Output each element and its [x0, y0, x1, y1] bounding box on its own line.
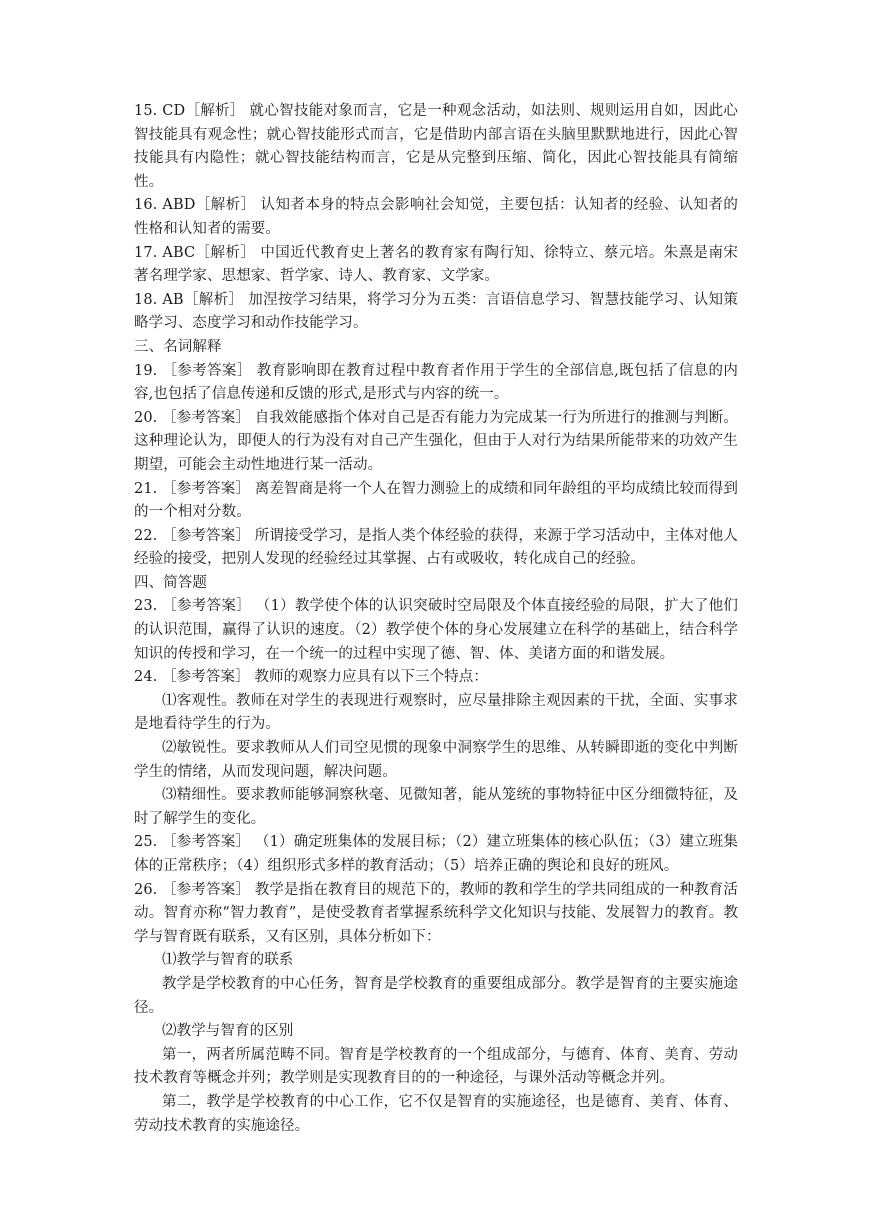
answer-26-paragraph-2: 第一，两者所属范畴不同。智育是学校教育的一个组成部分，与德育、体育、美育、劳动技术教育等概念并列；教学则是实现教育目的的一种途径，与课外活动等概念并列。 — [134, 1046, 738, 1087]
answer-15: 15. CD［解析］ 就心智技能对象而言，它是一种观念活动，如法则、规则运用自如，因此心智技能具有观念性；就心智技能形式而言，它是借助内部言语在头脑里默默地进行，因此心智技能具有内隐性；就心智技能结构而言，它是从完整到压缩、简化，因此心智技能具有简缩性。 — [134, 103, 738, 190]
answer-20: 20. ［参考答案］ 自我效能感指个体对自己是否有能力为完成某一行为所进行的推测与判断。这种理论认为，即便人的行为没有对自己产生强化，但由于人对行为结果所能带来的功效产生期望，可能会主动性地进行某一活动。 — [134, 409, 738, 473]
answer-19: 19. ［参考答案］ 教育影响即在教育过程中教育者作用于学生的全部信息,既包括了信息的内容,也包括了信息传递和反馈的形式,是形式与内容的统一。 — [134, 362, 738, 403]
answer-23: 23. ［参考答案］ （1）教学使个体的认识突破时空局限及个体直接经验的局限，扩大了他们的认识范围，赢得了认识的速度。（2）教学使个体的身心发展建立在科学的基础上，结合科学知识的传授和学习，在一个统一的过程中实现了德、智、体、美诸方面的和谐发展。 — [134, 598, 738, 662]
answer-25: 25. ［参考答案］ （1）确定班集体的发展目标；（2）建立班集体的核心队伍；（3）建立班集体的正常秩序；（4）组织形式多样的教育活动；（5）培养正确的舆论和良好的班风。 — [134, 834, 738, 874]
answer-24-point-2: ⑵敏锐性。要求教师从人们司空见惯的现象中洞察学生的思维、从转瞬即逝的变化中判断学生的情绪，从而发现问题，解决问题。 — [134, 740, 738, 780]
answer-26-paragraph-3: 第二，教学是学校教育的中心工作，它不仅是智育的实施途径，也是德育、美育、体育、劳动技术教育的实施途径。 — [134, 1093, 738, 1134]
answer-17: 17. ABC［解析］ 中国近代教育史上著名的教育家有陶行知、徐特立、蔡元培。朱熹是南宋著名理学家、思想家、哲学家、诗人、教育家、文学家。 — [134, 244, 738, 285]
answer-24-point-3: ⑶精细性。要求教师能够洞察秋毫、见微知著，能从笼统的事物特征中区分细微特征，及时了解学生的变化。 — [134, 787, 738, 827]
answer-18: 18. AB［解析］ 加涅按学习结果，将学习分为五类：言语信息学习、智慧技能学习、认知策略学习、态度学习和动作技能学习。 — [134, 291, 738, 332]
answer-26: 26. ［参考答案］ 教学是指在教育目的规范下的，教师的教和学生的学共同组成的一种教育活动。智育亦称“智力教育”，是使受教育者掌握系统科学文化知识与技能、发展智力的教育。教学与智育既有联系，又有区别，具体分析如下： — [134, 881, 738, 945]
answer-21: 21. ［参考答案］ 离差智商是将一个人在智力测验上的成绩和同年龄组的平均成绩比较而得到的一个相对分数。 — [134, 480, 738, 521]
answer-24: 24. ［参考答案］ 教师的观察力应具有以下三个特点： — [134, 669, 488, 686]
answer-text-body — [134, 100, 738, 1138]
section-heading-terms: 三、名词解释 — [134, 338, 222, 355]
answer-22: 22. ［参考答案］ 所谓接受学习，是指人类个体经验的获得，来源于学习活动中，主体对他人经验的接受，把别人发现的经验经过其掌握、占有或吸收，转化成自己的经验。 — [134, 527, 738, 568]
answer-26-subheading-1: ⑴教学与智育的联系 — [162, 952, 294, 969]
answer-16: 16. ABD［解析］ 认知者本身的特点会影响社会知觉，主要包括：认知者的经验、认知者的性格和认知者的需要。 — [134, 197, 738, 237]
answer-26-paragraph-1: 教学是学校教育的中心任务，智育是学校教育的重要组成部分。教学是智育的主要实施途径。 — [134, 975, 738, 1016]
answer-26-subheading-2: ⑵教学与智育的区别 — [162, 1023, 294, 1040]
section-heading-short-answer: 四、简答题 — [134, 574, 207, 591]
answer-24-point-1: ⑴客观性。教师在对学生的表现进行观察时，应尽量排除主观因素的干扰，全面、实事求是地看待学生的行为。 — [134, 692, 738, 733]
